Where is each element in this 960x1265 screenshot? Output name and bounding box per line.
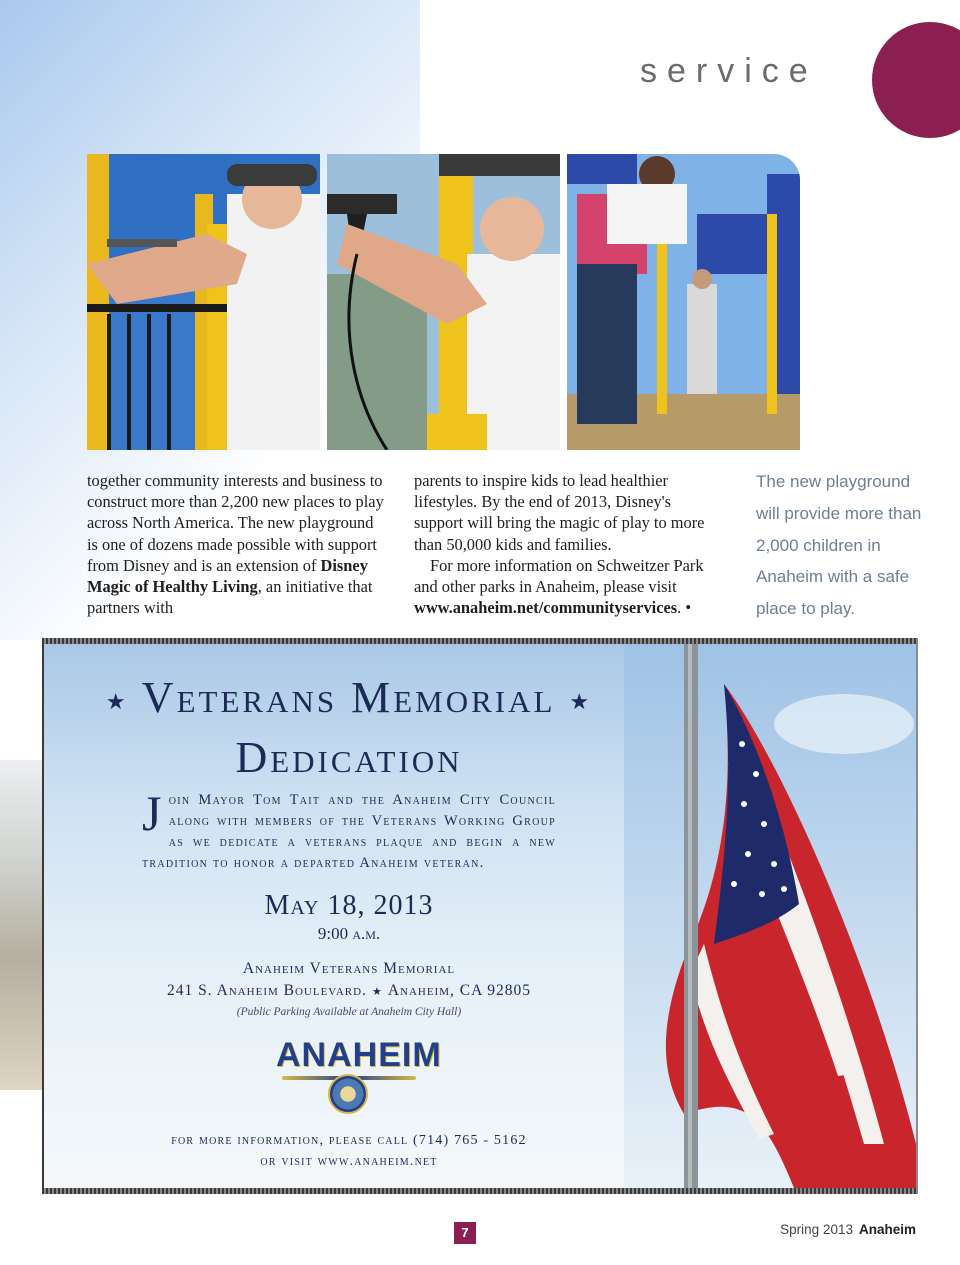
star-icon: ★ <box>569 688 593 714</box>
event-address <box>44 982 654 1000</box>
ad-title <box>44 670 654 786</box>
contact-phone-line: for more information, please call (714) 765 - 5162 <box>171 1133 527 1148</box>
star-icon: ★ <box>105 688 129 714</box>
address-city: Anaheim, CA 92805 <box>387 982 532 999</box>
article-paragraph <box>87 470 387 618</box>
article-column-1 <box>87 470 387 618</box>
article-text-tail: , an initiative that partners with <box>87 577 373 618</box>
logo-wordmark: ANAHEIM <box>276 1036 442 1074</box>
article-link[interactable]: www.anaheim.net/communityservices <box>414 598 678 618</box>
address-street: 241 S. Anaheim Boulevard. <box>166 982 367 999</box>
pull-quote: The new playground will provide more than 2,000 children in Anaheim with a safe place to play. <box>756 472 922 619</box>
ad-body-text: oin Mayor Tom Tait and the Anaheim City Council along with members of the Veterans Working Group as we dedicate a veterans plaque and begin a new tradition to honor a departed Anaheim veteran. <box>142 792 556 871</box>
footer-issue <box>720 1222 916 1237</box>
contact-website-line[interactable]: or visit www.anaheim.net <box>260 1154 438 1169</box>
article-bold-text: Disney Magic of Healthy Living <box>87 555 368 597</box>
page-number: 7 <box>454 1222 476 1244</box>
ad-invitation-text <box>142 785 556 874</box>
article-end-mark: . • <box>677 598 692 618</box>
parking-note: (Public Parking Available at Anaheim City Hall) <box>236 1006 462 1018</box>
section-label: service <box>640 52 818 90</box>
background-photo-edge <box>0 760 44 1090</box>
american-flag-image <box>624 644 916 1188</box>
photo-volunteer-wrench <box>87 154 320 450</box>
article-text: For more information on Schweitzer Park and other parks in Anaheim, please visit <box>414 555 704 597</box>
anaheim-logo <box>276 1036 442 1116</box>
photo-volunteers-assembly <box>567 154 800 450</box>
ad-title-line-1: Veterans Memorial <box>141 673 556 722</box>
event-venue: Anaheim Veterans Memorial <box>242 960 456 977</box>
article-paragraph-1: parents to inspire kids to lead healthier lifestyles. By the end of 2013, Disney's support will bring the magic of play to more than 50,000 kids and families. <box>414 471 705 554</box>
magazine-name: Anaheim <box>858 1222 916 1237</box>
ad-title-line-2: Dedication <box>235 732 463 782</box>
veterans-memorial-ad <box>44 644 916 1188</box>
issue-date: Spring 2013 <box>780 1222 853 1237</box>
drop-cap: J <box>142 785 163 841</box>
city-seal-icon <box>328 1074 368 1114</box>
event-time: 9:00 a.m. <box>317 924 381 943</box>
article-text: together community interests and business to construct more than 2,200 new places to play across North America. The new playground is one of dozens made possible with support from Disney and is an extension of <box>87 471 384 575</box>
article-paragraph-2 <box>414 555 724 619</box>
star-icon: ★ <box>371 986 383 998</box>
event-date: May 18, 2013 <box>264 890 434 921</box>
photo-volunteer-drill <box>327 154 560 450</box>
article-column-2 <box>414 470 724 618</box>
ad-frame <box>42 638 918 1194</box>
ad-contact-info <box>44 1130 654 1172</box>
